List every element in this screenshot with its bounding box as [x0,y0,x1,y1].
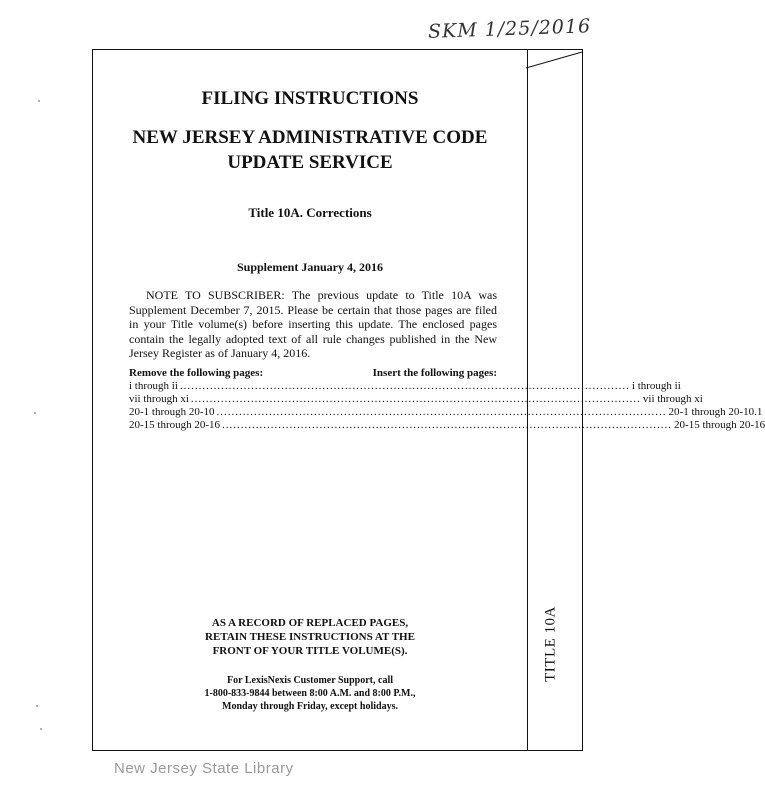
supplement-date: Supplement January 4, 2016 [236,260,384,274]
dot-leader: ........................................................................................................................ [216,406,667,418]
customer-support-info [92,674,528,713]
filing-instructions-heading: FILING INSTRUCTIONS [201,88,419,109]
page-row [129,406,763,419]
page-row [129,380,681,393]
scan-speck [34,412,36,414]
record-retention-notice [92,616,528,658]
code-heading [92,125,528,175]
scan-speck [40,728,42,730]
remove-pages: 20-15 through 20-16 [129,419,221,431]
library-watermark: New Jersey State Library [114,760,294,777]
record-line2: RETAIN THESE INSTRUCTIONS AT THE [205,631,415,643]
dot-leader: ........................................................................................................................ [179,380,630,392]
dot-leader: ........................................................................................................................ [190,393,641,405]
remove-pages: vii through xi [129,393,189,405]
scan-speck [36,705,38,707]
page-list-header [129,367,497,380]
scan-speck [38,100,40,102]
support-line2: 1-800-833-9844 between 8:00 A.M. and 8:00 P.M., [204,688,416,699]
tab-corner-line [526,50,582,70]
record-line3: FRONT OF YOUR TITLE VOLUME(S). [212,645,408,657]
title-subheading: Title 10A. Corrections [248,205,372,220]
page-row [129,419,765,432]
insert-pages: 20-1 through 20-10.1 [668,406,763,418]
insert-pages: vii through xi [642,393,703,405]
insert-pages: i through ii [631,380,681,392]
note-to-subscriber: NOTE TO SUBSCRIBER: The previous update to Title 10A was Supplement December 7, 2015. Please be certain that those pages are filed in your Title volume(s) before inserting this update. The enclosed pages contain the legally adopted text of all rule changes published in the New Jersey Register as of January 4, 2016. [129,288,497,360]
code-heading-line1: NEW JERSEY ADMINISTRATIVE CODE [132,127,488,148]
support-line1: For LexisNexis Customer Support, call [226,675,393,686]
code-heading-line2: UPDATE SERVICE [227,152,393,173]
remove-header: Remove the following pages: [129,367,264,379]
remove-pages: i through ii [129,380,178,392]
remove-pages: 20-1 through 20-10 [129,406,215,418]
title-tab-label: TITLE 10A [542,606,559,682]
page-row [129,393,703,406]
dot-leader: ........................................................................................................................ [222,419,673,431]
insert-header: Insert the following pages: [372,367,497,379]
handwritten-initials-date: SKM 1/25/2016 [427,15,592,43]
insert-pages: 20-15 through 20-16 [674,419,765,431]
record-line1: AS A RECORD OF REPLACED PAGES, [211,617,409,629]
support-line3: Monday through Friday, except holidays. [222,701,398,712]
page-replacement-list [129,367,765,432]
